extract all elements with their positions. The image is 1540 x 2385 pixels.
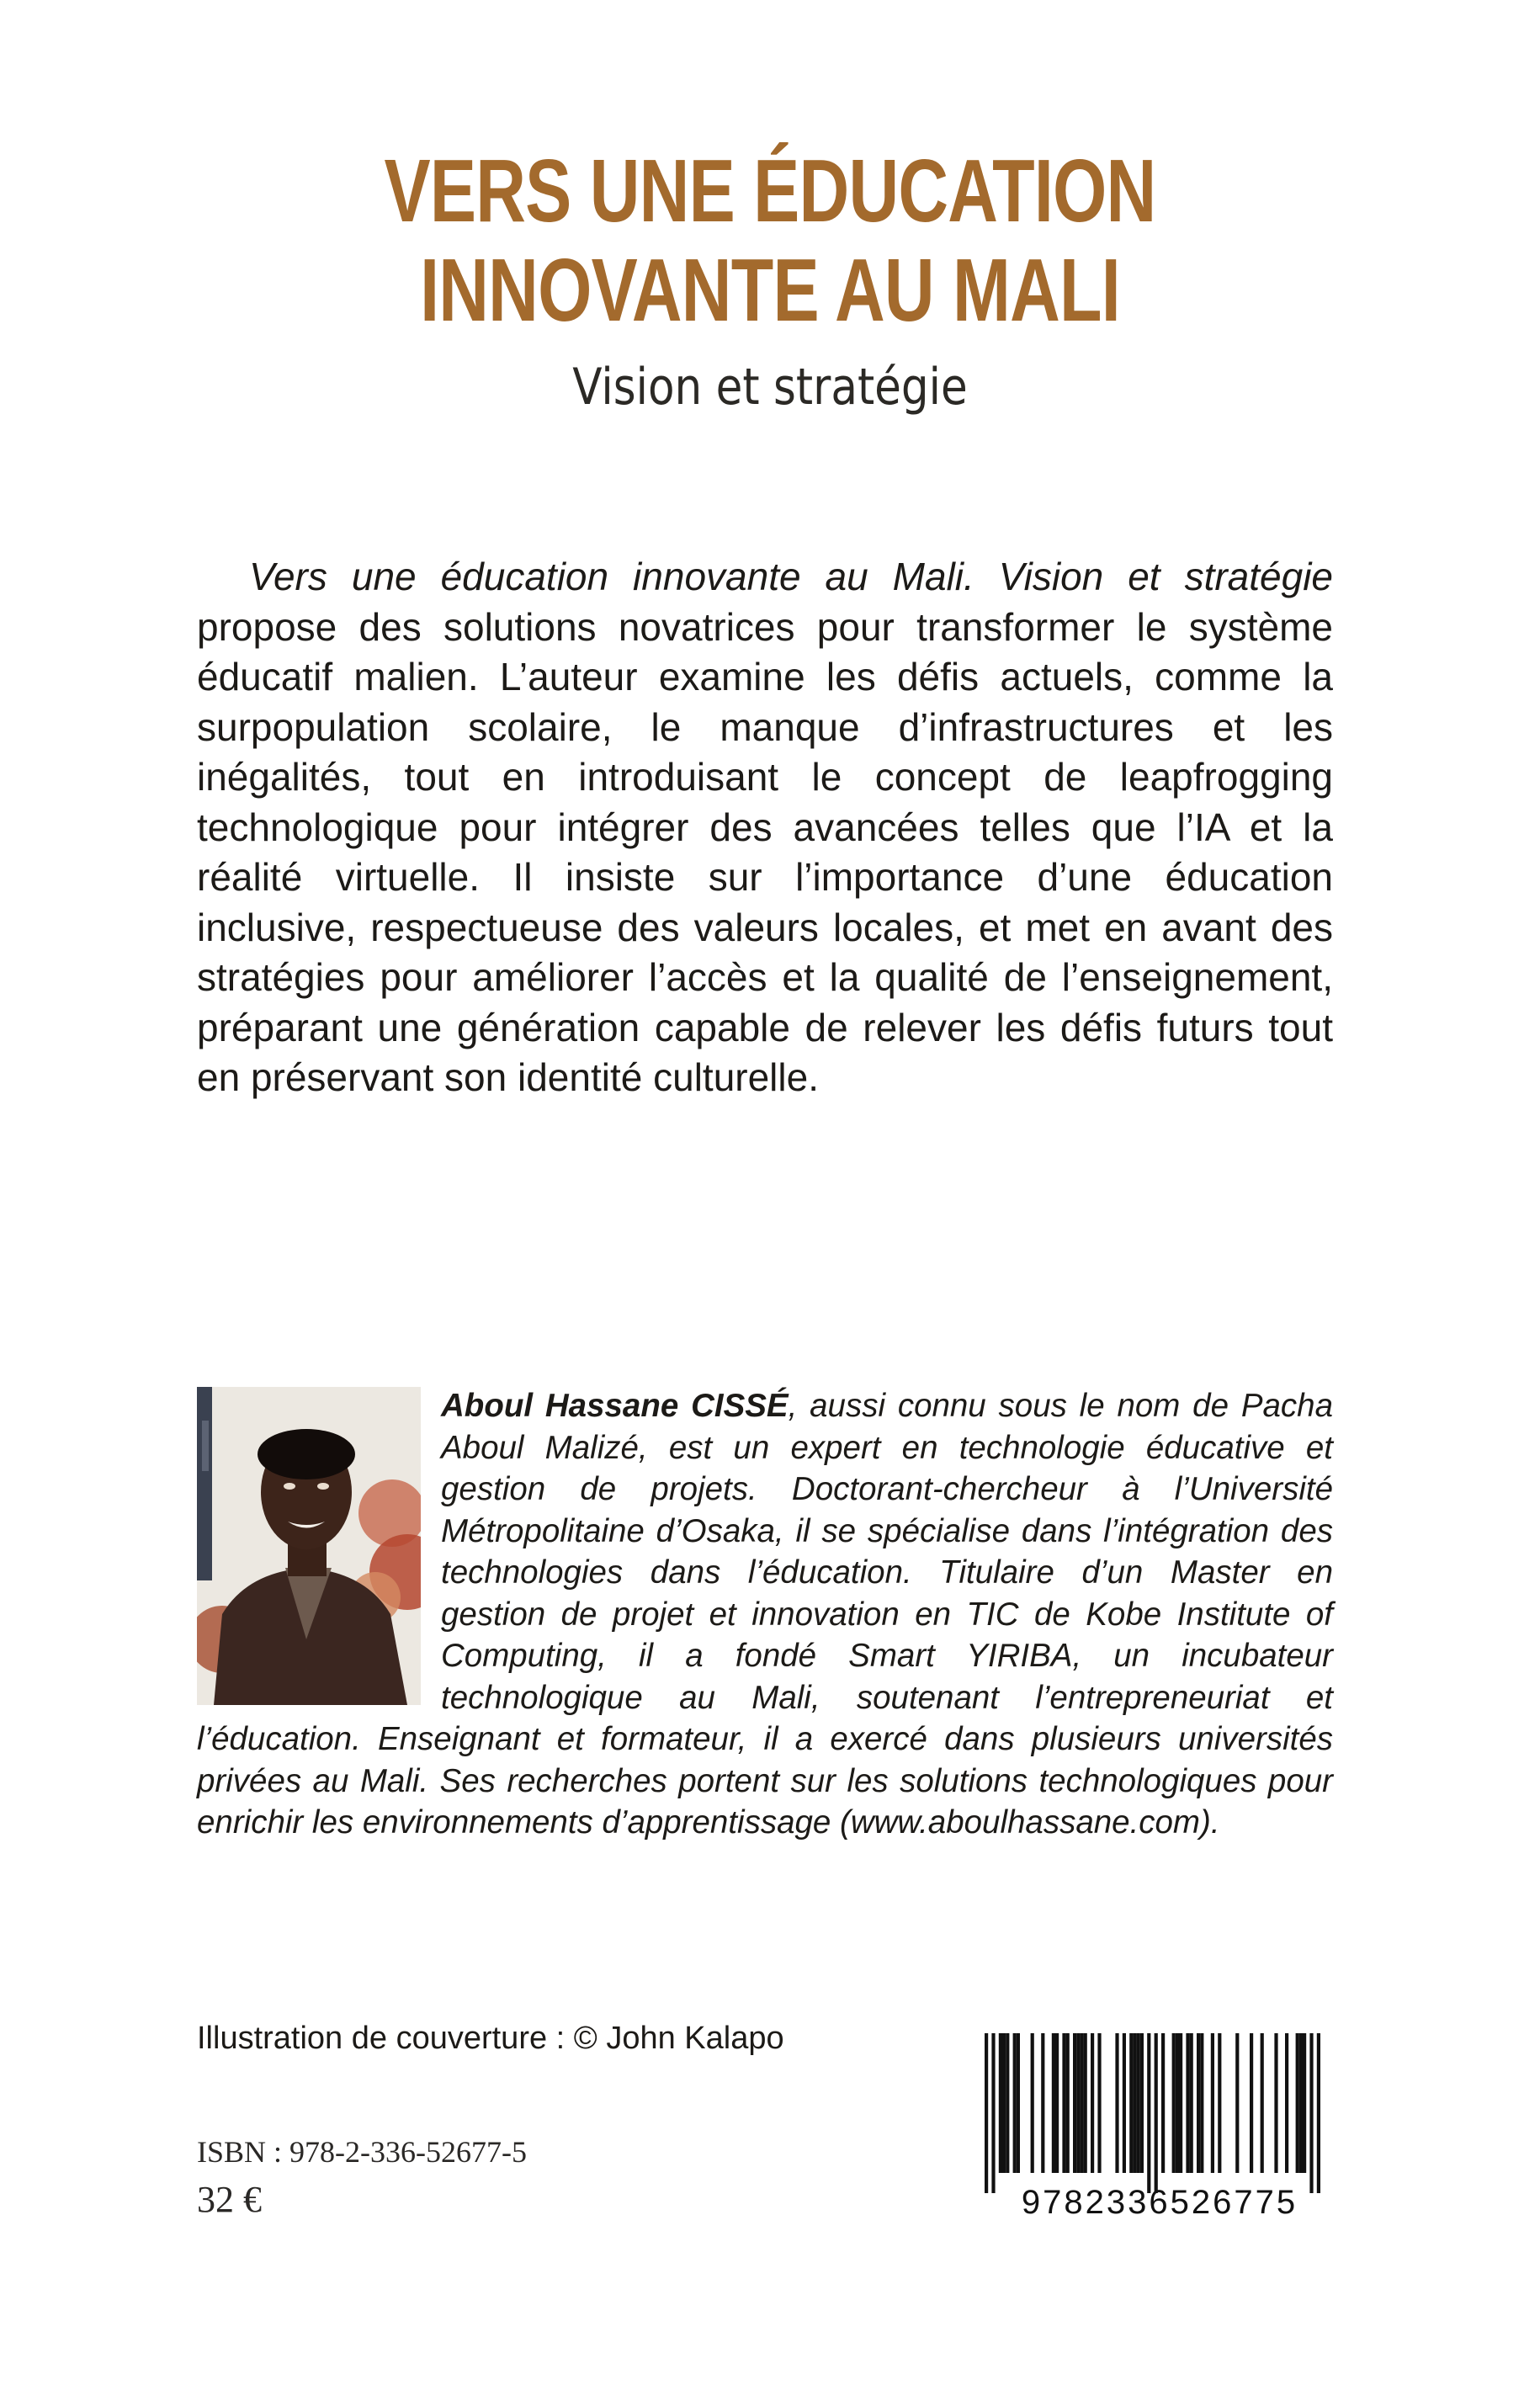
barcode-bar bbox=[1041, 2033, 1044, 2173]
barcode-bar bbox=[1062, 2033, 1065, 2173]
barcode-bar bbox=[1147, 2033, 1150, 2193]
barcode-bar bbox=[1055, 2033, 1059, 2173]
barcode-bar bbox=[999, 2033, 1002, 2173]
barcode-bar bbox=[1250, 2033, 1253, 2173]
author-photo bbox=[197, 1387, 421, 1705]
barcode-bar bbox=[1140, 2033, 1144, 2173]
barcode-bar bbox=[1176, 2033, 1179, 2173]
summary-book-title: Vers une éducation innovante au Mali. Vision et stratégie bbox=[249, 555, 1333, 598]
book-title-line-1: VERS UNE ÉDUCATION bbox=[384, 141, 1156, 241]
barcode-number: 9782336526775 bbox=[1021, 2184, 1298, 2218]
book-summary bbox=[197, 552, 1333, 1103]
barcode-bar bbox=[1006, 2033, 1009, 2173]
barcode-bar bbox=[1285, 2033, 1288, 2173]
barcode-bar bbox=[1299, 2033, 1303, 2173]
author-name: Aboul Hassane CISSÉ bbox=[441, 1388, 789, 1424]
barcode-bar bbox=[1317, 2033, 1320, 2193]
barcode-bar bbox=[1129, 2033, 1133, 2173]
barcode-bar bbox=[1218, 2033, 1221, 2173]
barcode-bar bbox=[1080, 2033, 1083, 2173]
author-portrait-image bbox=[197, 1387, 421, 1705]
barcode-bar bbox=[1261, 2033, 1264, 2173]
barcode-bar bbox=[1097, 2033, 1101, 2173]
barcode-bar bbox=[1190, 2033, 1193, 2173]
book-title-line-2: INNOVANTE AU MALI bbox=[420, 241, 1120, 340]
barcode-bar bbox=[985, 2033, 988, 2193]
barcode-bar bbox=[1002, 2033, 1006, 2173]
barcode-bar bbox=[1296, 2033, 1299, 2173]
barcode-bar bbox=[1076, 2033, 1080, 2173]
author-bio-text: , aussi connu sous le nom de Pacha Aboul Malizé, est un expert en technologie éducative et gestion de projets. Doctorant-chercheur à l’Université Métropolitaine d’Osaka, il se spécialise dans l’intégration des technologies dans l’éducation. Titulaire d’un Master en gestion de projet et innovation en TIC de Kobe Institute of Computing, il a fondé Smart YIRIBA, un incubateur technologique au Mali, soutenant l’entrepreneuriat et l’éducation. Enseignant et formateur, il a exercé dans plusieurs universités privées au Mali. Ses recherches portent sur les solutions technologiques pour enrichir les environnements d’apprentissage (www.aboulhassane.com). bbox=[197, 1388, 1333, 1841]
book-title bbox=[169, 141, 1370, 340]
barcode-bar bbox=[1013, 2033, 1017, 2173]
price: 32 € bbox=[197, 2179, 262, 2220]
barcode-bar bbox=[1123, 2033, 1126, 2173]
barcode-bar bbox=[1161, 2033, 1165, 2173]
author-bio bbox=[197, 1385, 1333, 1844]
barcode bbox=[961, 2028, 1338, 2218]
barcode-bar bbox=[1137, 2033, 1140, 2173]
barcode-bar bbox=[1235, 2033, 1239, 2173]
barcode-bar bbox=[1052, 2033, 1055, 2173]
barcode-bar bbox=[1303, 2033, 1306, 2173]
barcode-bar bbox=[1031, 2033, 1034, 2173]
barcode-bar bbox=[1274, 2033, 1277, 2173]
barcode-bar bbox=[1197, 2033, 1200, 2173]
barcode-bar bbox=[1073, 2033, 1076, 2173]
barcode-bar bbox=[1200, 2033, 1203, 2173]
barcode-bar bbox=[1186, 2033, 1189, 2173]
illustration-credit: Illustration de couverture : © John Kalapo bbox=[197, 2021, 784, 2056]
barcode-bar bbox=[1017, 2033, 1020, 2173]
barcode-bar bbox=[1115, 2033, 1118, 2173]
barcode-bar bbox=[1172, 2033, 1176, 2173]
barcode-bar bbox=[1084, 2033, 1087, 2173]
barcode-bar bbox=[1179, 2033, 1182, 2173]
barcode-bar bbox=[1155, 2033, 1158, 2193]
barcode-bar bbox=[1091, 2033, 1094, 2173]
book-subtitle: Vision et stratégie bbox=[572, 358, 968, 417]
barcode-bar bbox=[1309, 2033, 1313, 2193]
barcode-bar bbox=[991, 2033, 995, 2193]
barcode-bar bbox=[1211, 2033, 1214, 2173]
isbn: ISBN : 978-2-336-52677-5 bbox=[197, 2135, 527, 2169]
barcode-bar bbox=[1066, 2033, 1070, 2173]
summary-text: propose des solutions novatrices pour transformer le système éducatif malien. L’auteur examine les défis actuels, comme la surpopulation scolaire, le manque d’infrastructures et les inégalités, tout en introduisant le concept de leapfrogging technologique pour intégrer des avancées telles que l’IA et la réalité virtuelle. Il insiste sur l’importance d’une éducation inclusive, respectueuse des valeurs locales, et met en avant des stratégies pour améliorer l’accès et la qualité de l’enseignement, préparant une génération capable de relever les défis futurs tout en préservant son identité culturelle. bbox=[197, 604, 1333, 1099]
barcode-bar bbox=[1133, 2033, 1136, 2173]
